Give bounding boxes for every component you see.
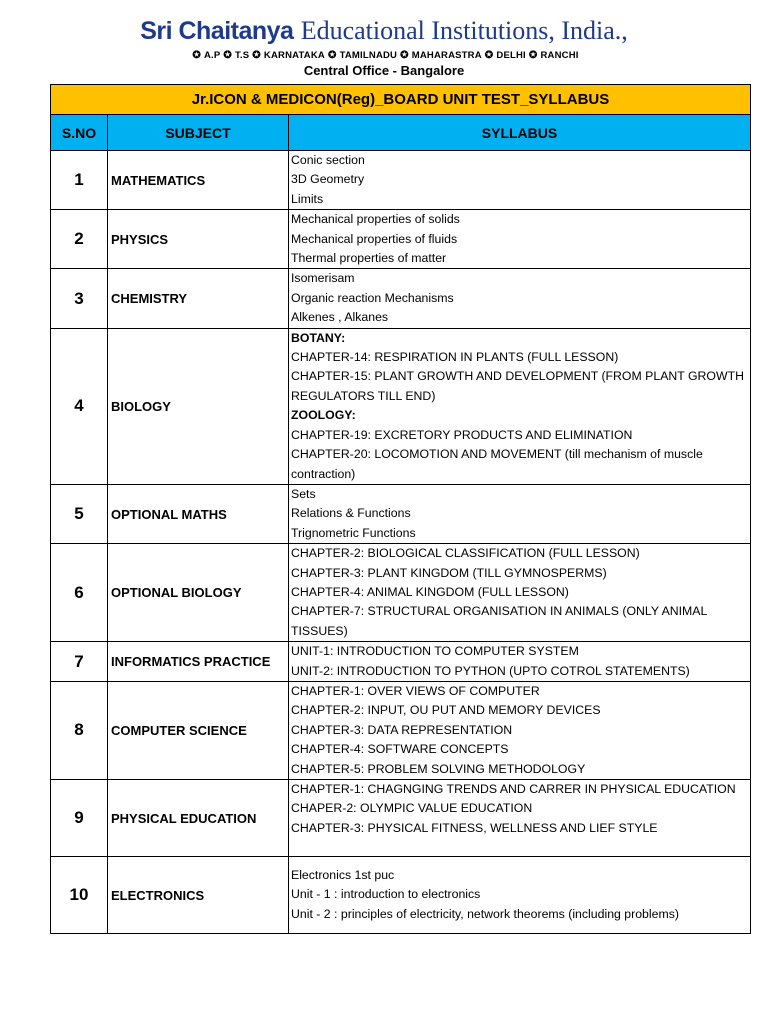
syllabus-line: CHAPTER-7: STRUCTURAL ORGANISATION IN ANIMALS (ONLY ANIMAL	[291, 604, 708, 619]
central-office: Central Office - Bangalore	[303, 63, 465, 78]
syllabus-line: REGULATORS TILL END)	[291, 388, 436, 403]
syllabus-line: CHAPTER-4: ANIMAL KINGDOM (FULL LESSON)	[291, 584, 569, 599]
state-name: TAMILNADU	[339, 50, 398, 61]
syllabus-line: CHAPTER-1: OVER VIEWS OF COMPUTER	[291, 683, 540, 698]
syllabus-line: Sets	[291, 486, 316, 501]
table-row	[51, 328, 751, 484]
document-header	[0, 14, 768, 78]
syllabus-line: ZOOLOGY:	[291, 408, 356, 423]
column-header-syllabus: SYLLABUS	[289, 115, 751, 151]
row-syllabus	[289, 210, 751, 269]
table-row	[51, 642, 751, 682]
row-syllabus	[289, 642, 751, 682]
row-syllabus	[289, 484, 751, 543]
state-name: DELHI	[496, 50, 526, 61]
syllabus-line: UNIT-2: INTRODUCTION TO PYTHON (UPTO COTROL STATEMENTS)	[291, 663, 690, 678]
table-row	[51, 484, 751, 543]
row-sno: 8	[51, 681, 108, 779]
syllabus-line: CHAPTER-3: PHYSICAL FITNESS, WELLNESS AND LIEF STYLE	[291, 820, 658, 835]
row-subject: ELECTRONICS	[108, 857, 289, 934]
row-syllabus	[289, 681, 751, 779]
table-row	[51, 269, 751, 328]
syllabus-line: 3D Geometry	[291, 172, 365, 187]
row-subject: OPTIONAL MATHS	[108, 484, 289, 543]
syllabus-line: CHAPTER-2: INPUT, OU PUT AND MEMORY DEVICES	[291, 703, 601, 718]
syllabus-line: Isomerisam	[291, 271, 355, 286]
row-sno: 4	[51, 328, 108, 484]
table-body	[51, 151, 751, 934]
table-row	[51, 780, 751, 857]
table-title: Jr.ICON & MEDICON(Reg)_BOARD UNIT TEST_SYLLABUS	[51, 85, 751, 115]
table-header-row	[51, 115, 751, 151]
table-row	[51, 681, 751, 779]
syllabus-line: CHAPTER-3: DATA REPRESENTATION	[291, 722, 513, 737]
row-sno: 2	[51, 210, 108, 269]
star-icon: ✪	[327, 50, 337, 61]
syllabus-line: CHAPTER-19: EXCRETORY PRODUCTS AND ELIMINATION	[291, 427, 633, 442]
state-name: MAHARASTRA	[411, 50, 482, 61]
row-syllabus	[289, 328, 751, 484]
syllabus-line: Unit - 2 : principles of electricity, network theorems (including problems)	[291, 906, 679, 921]
column-header-sno: S.NO	[51, 115, 108, 151]
row-subject: PHYSICAL EDUCATION	[108, 780, 289, 857]
row-subject: PHYSICS	[108, 210, 289, 269]
state-name: KARNATAKA	[263, 50, 325, 61]
star-icon: ✪	[400, 50, 409, 61]
table-row	[51, 210, 751, 269]
row-subject: COMPUTER SCIENCE	[108, 681, 289, 779]
syllabus-line: CHAPTER-5: PROBLEM SOLVING METHODOLOGY	[291, 761, 586, 776]
syllabus-line: CHAPTER-4: SOFTWARE CONCEPTS	[291, 742, 509, 757]
column-header-subject: SUBJECT	[108, 115, 289, 151]
row-syllabus	[289, 269, 751, 328]
row-subject: OPTIONAL BIOLOGY	[108, 544, 289, 642]
syllabus-line: contraction)	[291, 466, 356, 481]
row-syllabus	[289, 544, 751, 642]
table-title-row	[51, 85, 751, 115]
syllabus-line: TISSUES)	[291, 623, 348, 638]
row-sno: 10	[51, 857, 108, 934]
syllabus-table	[50, 84, 751, 934]
syllabus-line: Thermal properties of matter	[291, 251, 447, 266]
row-sno: 1	[51, 151, 108, 210]
row-subject: MATHEMATICS	[108, 151, 289, 210]
syllabus-line: CHAPTER-20: LOCOMOTION AND MOVEMENT (till mechanism of muscle	[291, 447, 703, 462]
syllabus-line: CHAPTER-3: PLANT KINGDOM (TILL GYMNOSPERMS)	[291, 565, 607, 580]
syllabus-line: Mechanical properties of solids	[291, 212, 460, 227]
row-subject: BIOLOGY	[108, 328, 289, 484]
state-name: T.S	[234, 50, 250, 61]
syllabus-line: Alkenes , Alkanes	[291, 310, 389, 325]
row-sno: 6	[51, 544, 108, 642]
syllabus-line: Unit - 1 : introduction to electronics	[291, 887, 481, 902]
row-sno: 3	[51, 269, 108, 328]
table-row	[51, 544, 751, 642]
state-name: A.P	[203, 50, 221, 61]
star-icon: ✪	[528, 50, 538, 61]
star-icon: ✪	[484, 50, 494, 61]
syllabus-line: Conic section	[291, 153, 365, 167]
row-sno: 5	[51, 484, 108, 543]
syllabus-line: BOTANY:	[291, 330, 346, 345]
table-row	[51, 151, 751, 210]
syllabus-line: Mechanical properties of fluids	[291, 231, 458, 246]
brand-name: Sri Chaitanya	[140, 17, 294, 45]
star-icon: ✪	[192, 50, 201, 61]
syllabus-line: CHAPER-2: OLYMPIC VALUE EDUCATION	[291, 801, 533, 816]
row-syllabus	[289, 780, 751, 857]
star-icon: ✪	[252, 50, 261, 61]
syllabus-line: Trignometric Functions	[291, 525, 416, 540]
row-sno: 9	[51, 780, 108, 857]
row-sno: 7	[51, 642, 108, 682]
syllabus-line: CHAPTER-15: PLANT GROWTH AND DEVELOPMENT (FROM PLANT GROWTH	[291, 369, 744, 384]
syllabus-line: Relations & Functions	[291, 506, 411, 521]
syllabus-line: Limits	[291, 191, 324, 206]
row-syllabus	[289, 857, 751, 934]
syllabus-line: CHAPTER-1: CHAGNGING TRENDS AND CARRER IN PHYSICAL EDUCATION	[291, 782, 736, 796]
row-subject: INFORMATICS PRACTICE	[108, 642, 289, 682]
syllabus-line: CHAPTER-14: RESPIRATION IN PLANTS (FULL LESSON)	[291, 350, 619, 365]
states-list	[0, 50, 768, 61]
institution-name	[0, 14, 768, 47]
table-row	[51, 857, 751, 934]
star-icon: ✪	[223, 50, 232, 61]
syllabus-line: UNIT-1: INTRODUCTION TO COMPUTER SYSTEM	[291, 644, 579, 659]
state-name: RANCHI	[540, 50, 579, 61]
row-syllabus	[289, 151, 751, 210]
institution-suffix: Educational Institutions, India.,	[300, 16, 628, 45]
syllabus-line: Electronics 1st puc	[291, 867, 395, 882]
row-subject: CHEMISTRY	[108, 269, 289, 328]
syllabus-line: CHAPTER-2: BIOLOGICAL CLASSIFICATION (FULL LESSON)	[291, 546, 640, 561]
syllabus-line: Organic reaction Mechanisms	[291, 290, 454, 305]
